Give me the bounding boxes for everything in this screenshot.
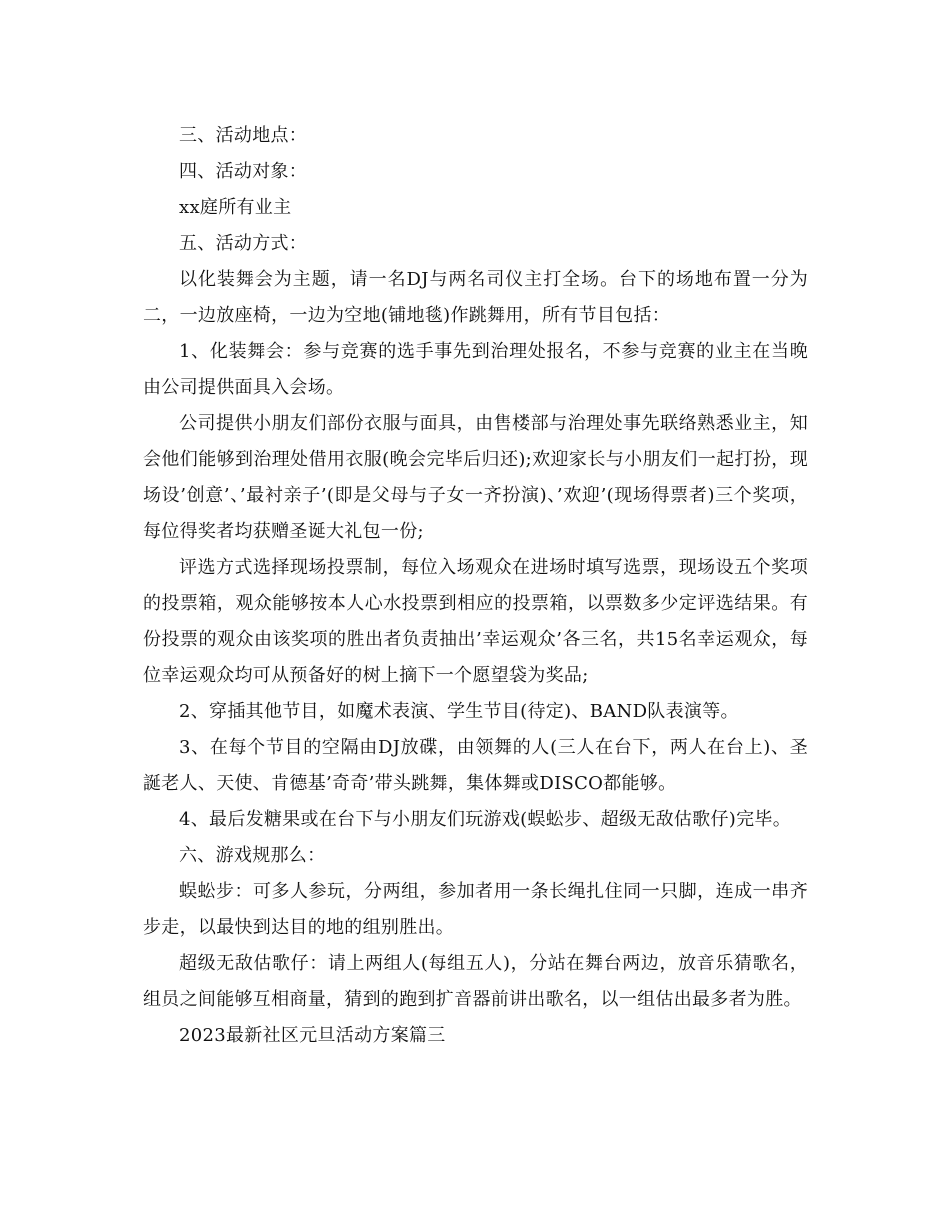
method-intro-paragraph: 以化装舞会为主题，请一名DJ与两名司仪主打全场。台下的场地布置一分为二，一边放座椅，一边为空地(铺地毯)作跳舞用，所有节目包括： xyxy=(143,269,808,326)
game-centipede-paragraph: 蜈蚣步：可多人参玩，分两组，参加者用一条长绳扎住同一只脚，连成一串齐步走，以最快到达目的地的组别胜出。 xyxy=(143,881,808,938)
item-other-programs: 2、穿插其他节目，如魔术表演、学生节目(待定)、BAND队表演等。 xyxy=(179,701,739,722)
voting-method-paragraph: 评选方式选择现场投票制，每位入场观众在进场时填写选票，现场设五个奖项的投票箱，观众能够按本人心水投票到相应的投票箱，以票数多少定评选结果。有份投票的观众由该奖项的胜出者负责抽出’幸运观众’各三名，共15名幸运观众，每位幸运观众均可从预备好的树上摘下一个愿望袋为奖品; xyxy=(143,557,808,686)
item-costume-ball: 1、化装舞会：参与竞赛的选手事先到治理处报名，不参与竞赛的业主在当晚由公司提供面具入会场。 xyxy=(143,341,808,398)
audience-text: xx庭所有业主 xyxy=(179,197,292,218)
game-song-guess-paragraph: 超级无敌估歌仔：请上两组人(每组五人)，分站在舞台两边，放音乐猜歌名，组员之间能够互相商量，猜到的跑到扩音器前讲出歌名，以一组估出最多者为胜。 xyxy=(143,953,808,1010)
section-title-part-three: 2023最新社区元旦活动方案篇三 xyxy=(179,1025,446,1046)
item-dj-interval: 3、在每个节目的空隔由DJ放碟，由领舞的人(三人在台下，两人在台上)、圣誕老人、天使、肯德基’奇奇’带头跳舞，集体舞或DISCO都能够。 xyxy=(143,737,808,794)
item-ending: 4、最后发糖果或在台下与小朋友们玩游戏(蜈蚣步、超级无敌估歌仔)完毕。 xyxy=(179,809,791,830)
heading-game-rules: 六、游戏规那么： xyxy=(179,845,326,866)
heading-activity-method: 五、活动方式： xyxy=(179,233,308,254)
heading-activity-audience: 四、活动对象： xyxy=(179,161,308,182)
document-body xyxy=(143,118,808,1054)
heading-activity-location: 三、活动地点： xyxy=(179,125,308,146)
costume-details-paragraph: 公司提供小朋友们部份衣服与面具，由售楼部与治理处事先联络熟悉业主，知会他们能够到治理处借用衣服(晚会完毕后归还);欢迎家长与小朋友们一起打扮，现场设’创意’、’最衬亲子’(即是父母与子女一齐扮演)、’欢迎’(现场得票者)三个奖项，每位得奖者均获赠圣诞大礼包一份; xyxy=(143,413,808,542)
